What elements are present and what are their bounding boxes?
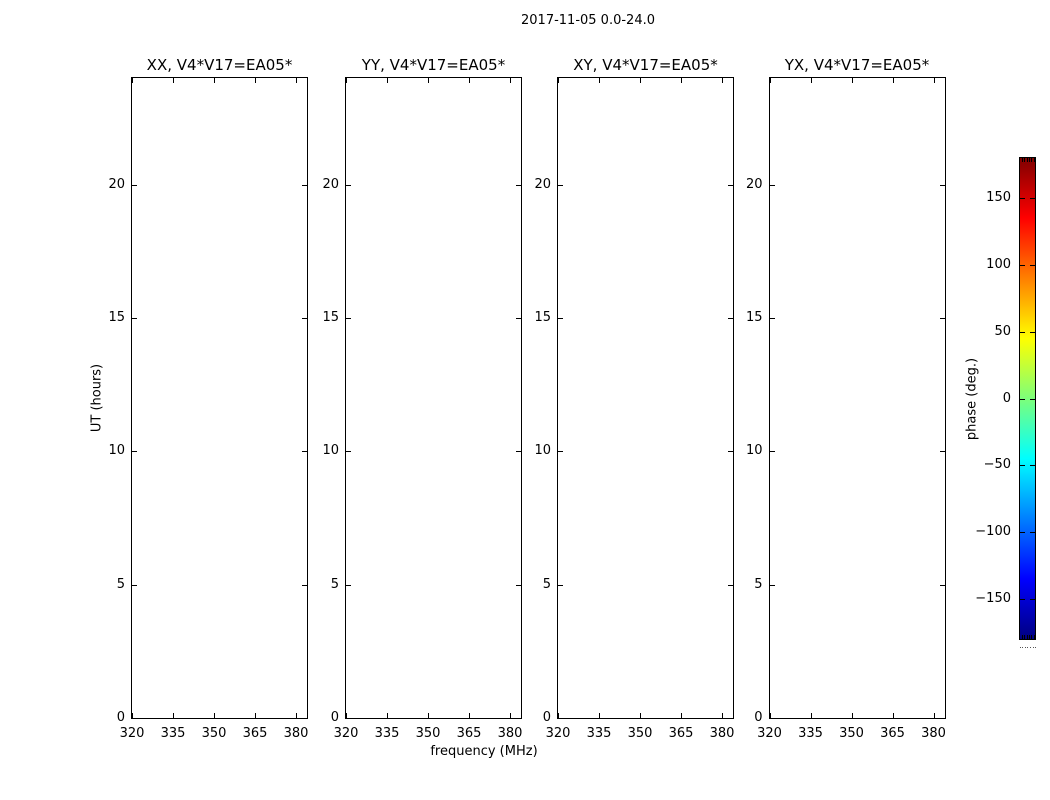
x-tick: [852, 713, 853, 718]
y-tick-label: 20: [534, 177, 551, 192]
x-tick: [428, 713, 429, 718]
colorbar-dot: [1025, 647, 1026, 648]
y-tick-label: 15: [534, 310, 551, 325]
colorbar-edge-dash: [1029, 158, 1030, 162]
y-tick-label: 10: [745, 443, 763, 458]
x-tick-label: 380: [497, 726, 523, 741]
x-tick-label: 365: [456, 726, 482, 741]
x-tick-label: 335: [586, 726, 612, 741]
colorbar-edge-dash: [1022, 158, 1023, 162]
y-tick-label: 0: [116, 710, 125, 725]
x-tick-label: 380: [709, 726, 735, 741]
colorbar-edge-dash: [1029, 635, 1030, 639]
y-tick: [346, 585, 351, 586]
x-tick: [722, 78, 723, 83]
y-tick-label: 20: [322, 177, 339, 192]
y-tick: [770, 451, 775, 452]
colorbar-dot: [1035, 647, 1036, 648]
x-tick: [640, 78, 641, 83]
y-tick-label: 20: [745, 177, 763, 192]
colorbar-tick: [1020, 532, 1025, 533]
x-tick: [214, 713, 215, 718]
x-tick: [469, 713, 470, 718]
y-tick: [132, 185, 137, 186]
y-tick: [940, 585, 945, 586]
x-tick: [510, 78, 511, 83]
colorbar-tick: [1020, 332, 1025, 333]
x-tick: [296, 78, 297, 83]
colorbar-edge-dash: [1031, 158, 1032, 162]
colorbar-dot: [1020, 647, 1021, 648]
x-tick: [811, 713, 812, 718]
colorbar-tick: [1020, 599, 1025, 600]
y-tick: [132, 451, 137, 452]
x-tick: [469, 78, 470, 83]
y-tick-label: 15: [108, 310, 125, 325]
colorbar-tick-label: −150: [975, 591, 1011, 606]
colorbar-tick-label: −50: [983, 457, 1011, 472]
y-tick: [346, 185, 351, 186]
subplot-yy-title: YY, V4*V17=EA05*: [361, 56, 506, 74]
x-tick: [681, 78, 682, 83]
x-tick-label: 365: [242, 726, 268, 741]
y-tick: [558, 185, 563, 186]
x-tick-label: 380: [921, 726, 946, 741]
colorbar-dot: [1030, 647, 1031, 648]
y-tick: [770, 585, 775, 586]
subplot-yx: [769, 56, 946, 719]
x-tick: [893, 713, 894, 718]
y-tick-label: 0: [754, 710, 763, 725]
x-tick-label: 320: [119, 726, 145, 741]
colorbar-edge-dash: [1034, 635, 1035, 639]
x-tick: [599, 78, 600, 83]
subplot-yy: [345, 56, 522, 719]
x-tick: [852, 78, 853, 83]
colorbar: [1019, 157, 1036, 640]
colorbar-tick: [1020, 198, 1025, 199]
colorbar-edge-dash: [1027, 635, 1028, 639]
colorbar-tick-label: 100: [986, 257, 1011, 272]
y-tick: [770, 185, 775, 186]
x-tick-label: 320: [545, 726, 571, 741]
colorbar-tick: [1030, 465, 1035, 466]
x-tick: [934, 713, 935, 718]
y-tick-label: 5: [754, 577, 763, 592]
y-tick: [940, 185, 945, 186]
colorbar-dot: [1033, 647, 1034, 648]
y-axis-label: UT (hours): [89, 363, 105, 433]
colorbar-edge-dash: [1031, 635, 1032, 639]
y-tick: [940, 318, 945, 319]
colorbar-tick-label: −100: [975, 524, 1011, 539]
x-tick: [255, 713, 256, 718]
y-tick-label: 10: [108, 443, 125, 458]
y-tick: [558, 585, 563, 586]
colorbar-edge-dash: [1034, 158, 1035, 162]
x-tick-label: 380: [283, 726, 309, 741]
y-tick-label: 15: [745, 310, 763, 325]
x-tick-label: 335: [374, 726, 400, 741]
y-tick-label: 10: [534, 443, 551, 458]
x-tick-label: 350: [201, 726, 227, 741]
x-tick-label: 320: [757, 726, 782, 741]
x-tick-label: 365: [668, 726, 694, 741]
y-tick-label: 5: [116, 577, 125, 592]
colorbar-dot: [1027, 647, 1028, 648]
x-tick: [346, 78, 347, 83]
y-tick: [132, 718, 137, 719]
colorbar-tick: [1030, 532, 1035, 533]
y-tick-label: 20: [108, 177, 125, 192]
subplot-xy-title: XY, V4*V17=EA05*: [573, 56, 718, 74]
colorbar-tick-label: 150: [986, 190, 1011, 205]
colorbar-tick-label: 0: [1002, 391, 1011, 406]
colorbar-edge-dash: [1024, 158, 1025, 162]
x-tick: [893, 78, 894, 83]
x-tick: [558, 78, 559, 83]
y-tick-label: 0: [330, 710, 339, 725]
y-tick: [940, 718, 945, 719]
x-tick: [934, 78, 935, 83]
x-tick: [173, 78, 174, 83]
y-tick: [346, 718, 351, 719]
x-tick: [770, 78, 771, 83]
x-tick: [214, 78, 215, 83]
x-tick: [428, 78, 429, 83]
colorbar-tick: [1030, 399, 1035, 400]
x-tick: [599, 713, 600, 718]
x-tick-label: 350: [415, 726, 441, 741]
colorbar-edge-dash: [1024, 635, 1025, 639]
x-tick: [387, 713, 388, 718]
colorbar-tick: [1030, 332, 1035, 333]
subplot-xx: [131, 56, 308, 719]
y-tick: [558, 318, 563, 319]
colorbar-edge-dash: [1027, 158, 1028, 162]
x-tick-label: 350: [839, 726, 864, 741]
subplot-yx-title: YX, V4*V17=EA05*: [784, 56, 930, 74]
x-tick: [296, 713, 297, 718]
colorbar-label: phase (deg.): [964, 357, 980, 441]
x-tick: [811, 78, 812, 83]
x-tick-label: 350: [627, 726, 653, 741]
colorbar-tick: [1030, 198, 1035, 199]
y-tick: [132, 585, 137, 586]
colorbar-tick: [1030, 599, 1035, 600]
figure-title: 2017-11-05 0.0-24.0: [521, 13, 655, 28]
y-tick-label: 15: [322, 310, 339, 325]
colorbar-tick: [1020, 399, 1025, 400]
y-tick: [558, 451, 563, 452]
x-tick: [132, 78, 133, 83]
x-tick-label: 320: [333, 726, 359, 741]
y-tick: [346, 318, 351, 319]
y-tick: [940, 451, 945, 452]
y-tick: [132, 318, 137, 319]
y-tick: [770, 318, 775, 319]
x-tick-label: 335: [798, 726, 823, 741]
subplot-xx-title: XX, V4*V17=EA05*: [146, 56, 293, 74]
y-tick: [770, 718, 775, 719]
x-axis-label: frequency (MHz): [430, 744, 538, 759]
colorbar-edge-dash: [1022, 635, 1023, 639]
x-tick: [173, 713, 174, 718]
colorbar-dot: [1022, 647, 1023, 648]
x-tick: [640, 713, 641, 718]
x-tick-label: 335: [160, 726, 186, 741]
x-tick: [681, 713, 682, 718]
y-tick-label: 5: [542, 577, 551, 592]
y-tick-label: 5: [330, 577, 339, 592]
y-tick: [558, 718, 563, 719]
colorbar-tick-label: 50: [994, 324, 1011, 339]
x-tick-label: 365: [880, 726, 905, 741]
subplot-xy: [557, 56, 734, 719]
x-tick: [387, 78, 388, 83]
y-tick: [346, 451, 351, 452]
colorbar-tick: [1020, 265, 1025, 266]
colorbar-tick: [1020, 465, 1025, 466]
colorbar-tick: [1030, 265, 1035, 266]
y-tick-label: 0: [542, 710, 551, 725]
x-tick: [255, 78, 256, 83]
y-tick-label: 10: [322, 443, 339, 458]
